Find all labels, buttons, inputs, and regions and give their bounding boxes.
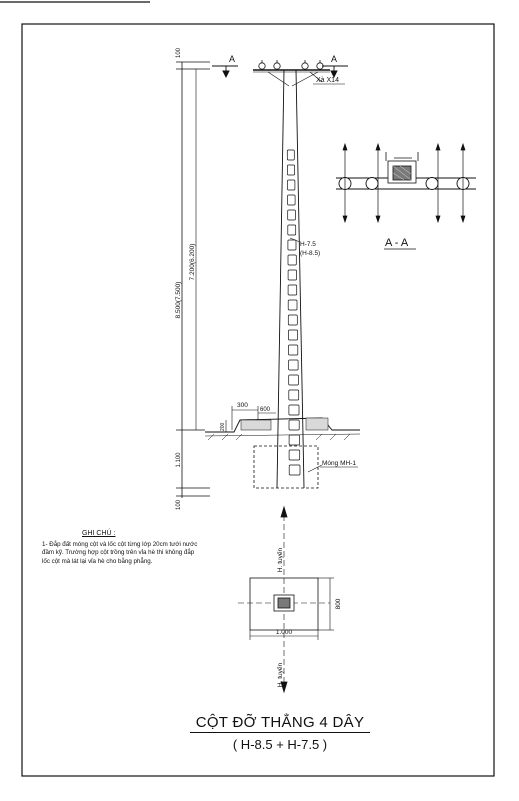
section-mark-right: A: [331, 54, 338, 64]
section-a-a-drawing: [336, 152, 476, 189]
slab-left: [241, 420, 271, 430]
pole-opening: [289, 465, 300, 475]
pole-opening: [288, 195, 296, 205]
pole-opening: [289, 360, 299, 370]
arrow-head-up: [376, 144, 380, 150]
pole-opening: [289, 375, 299, 385]
sheet-border: [22, 24, 494, 776]
dim-base-length: 1.000: [275, 629, 293, 636]
arrow-head-down: [461, 216, 465, 222]
route-label-bottom: H. tuyến: [277, 662, 284, 688]
dim-slab-width: 300: [237, 402, 248, 409]
foundation-leader: [308, 465, 322, 472]
drawing-subtitle: ( H-8.5 + H-7.5 ): [232, 737, 328, 752]
notes-line-2: đầm kỹ. Trường hợp cột trồng trên vỉa hè thì không đắp: [42, 549, 195, 557]
route-label-top: H. tuyến: [277, 547, 284, 573]
arrow-head-down: [343, 216, 347, 222]
section-insulator: [426, 178, 438, 190]
drawing-title: CỘT ĐỠ THẲNG 4 DÂY: [190, 714, 370, 733]
notes-line-1: 1- Đắp đất móng cột và lốc cột từng lớp 20cm tưới nước: [42, 540, 198, 548]
pole-opening: [288, 285, 297, 295]
pole-opening: [288, 315, 297, 325]
pole-opening: [289, 435, 299, 445]
pole-opening: [289, 420, 299, 430]
dim-slab-height: 200: [220, 422, 226, 431]
pole-opening: [288, 240, 296, 250]
pole-opening: [288, 330, 297, 340]
dim-embedment: 1.100: [176, 452, 182, 468]
insulators: [259, 60, 323, 69]
pole-opening: [288, 300, 297, 310]
foundation-label: Móng MH-1: [322, 460, 356, 467]
section-insulator: [366, 178, 378, 190]
notes-block: [42, 530, 257, 566]
pole-type-2: (H-8.5): [300, 250, 321, 257]
pole-opening: [289, 345, 298, 355]
pole-opening: [287, 165, 294, 175]
dim-slab-offset: 600: [260, 407, 271, 413]
pole-opening: [288, 180, 295, 190]
arrow-head-down: [376, 216, 380, 222]
dim-total-height: 8.500(7.500): [175, 281, 182, 319]
notes-line-3: lốc cột mà lát lại vỉa hè cho bằng phẳng.: [42, 557, 153, 565]
notes-heading: GHI CHÚ :: [82, 530, 116, 537]
slab-right: [306, 418, 328, 430]
pole-opening: [288, 225, 296, 235]
arrow-head-up: [343, 144, 347, 150]
section-mark-left: A: [229, 54, 236, 64]
dim-base-width: 800: [335, 598, 342, 610]
foundation-outline: [254, 446, 318, 488]
ground-and-embankment: [205, 418, 360, 440]
pole-type-1: H-7.5: [300, 241, 316, 248]
pole-opening: [287, 150, 294, 160]
crossarm-label: Xà X14: [316, 77, 339, 84]
dim-above-ground: 7.200(6.200): [189, 243, 196, 281]
pole-opening: [288, 210, 296, 220]
dim-bottom-gap: 100: [176, 499, 182, 511]
arrow-head-down: [436, 216, 440, 222]
pole-opening: [288, 255, 296, 265]
arrow-head-up: [461, 144, 465, 150]
arrow-head-up: [436, 144, 440, 150]
pole-opening: [289, 390, 299, 400]
pole-opening: [288, 270, 296, 280]
dim-top-gap: 100: [176, 47, 182, 58]
pole-opening: [289, 450, 300, 460]
pole-opening: [289, 405, 299, 415]
section-title: A - A: [385, 237, 409, 249]
